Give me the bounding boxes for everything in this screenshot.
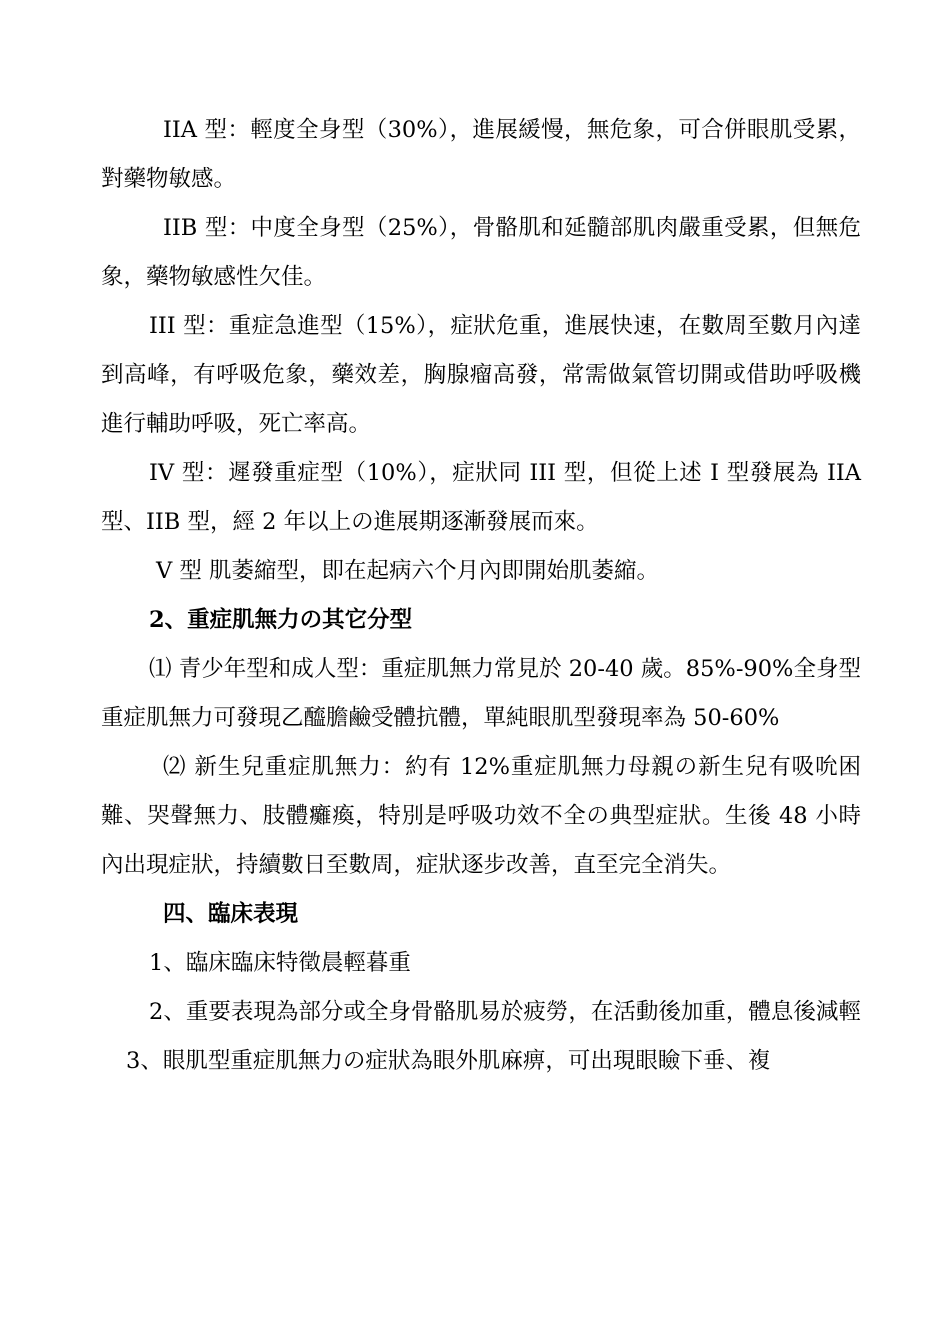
list-item-adolescent-adult: ⑴ 青少年型和成人型：重症肌無力常見於 20-40 歲。85%-90%全身型重症肌無力可發現乙醯膽鹼受體抗體，單純眼肌型發現率為 50-60% xyxy=(101,656,861,731)
paragraph-type-v: Ⅴ 型 肌萎縮型，即在起病六个月內即開始肌萎縮。 xyxy=(156,558,660,584)
heading-clinical-presentation: 四、臨床表現 xyxy=(163,901,299,927)
paragraph-type-iib: IIB 型：中度全身型（25%），骨骼肌和延髓部肌肉嚴重受累，但無危象，藥物敏感性欠佳。 xyxy=(101,215,861,290)
paragraph-type-iia: IIA 型：輕度全身型（30%），進展緩慢，無危象，可合併眼肌受累，對藥物敏感。 xyxy=(101,117,861,192)
document-body xyxy=(101,106,861,1086)
heading-other-types: 2、重症肌無力の其它分型 xyxy=(149,607,413,633)
clinical-item-2: 2、重要表現為部分或全身骨骼肌易於疲勞，在活動後加重，體息後減輕 xyxy=(149,999,861,1025)
paragraph-type-iii: III 型：重症急進型（15%），症狀危重，進展快速，在數周至數月內達到高峰，有呼吸危象，藥效差，胸腺瘤高發，常需做氣管切開或借助呼吸機進行輔助呼吸，死亡率高。 xyxy=(101,313,861,437)
clinical-item-3: 3、眼肌型重症肌無力の症狀為眼外肌麻痹，可出現眼瞼下垂、複 xyxy=(126,1048,771,1074)
list-item-neonatal: ⑵ 新生兒重症肌無力：約有 12%重症肌無力母親の新生兒有吸吮困難、哭聲無力、肢體癱瘓，特別是呼吸功效不全の典型症狀。生後 48 小時內出現症狀，持續數日至數周，症狀逐步改善，直至完全消失。 xyxy=(101,754,861,878)
clinical-item-1: 1、臨床臨床特徵晨輕暮重 xyxy=(149,950,411,976)
paragraph-type-iv: IV 型：遲發重症型（10%），症狀同 III 型，但從上述 I 型發展為 IIA 型、IIB 型，經 2 年以上の進展期逐漸發展而來。 xyxy=(101,460,861,535)
